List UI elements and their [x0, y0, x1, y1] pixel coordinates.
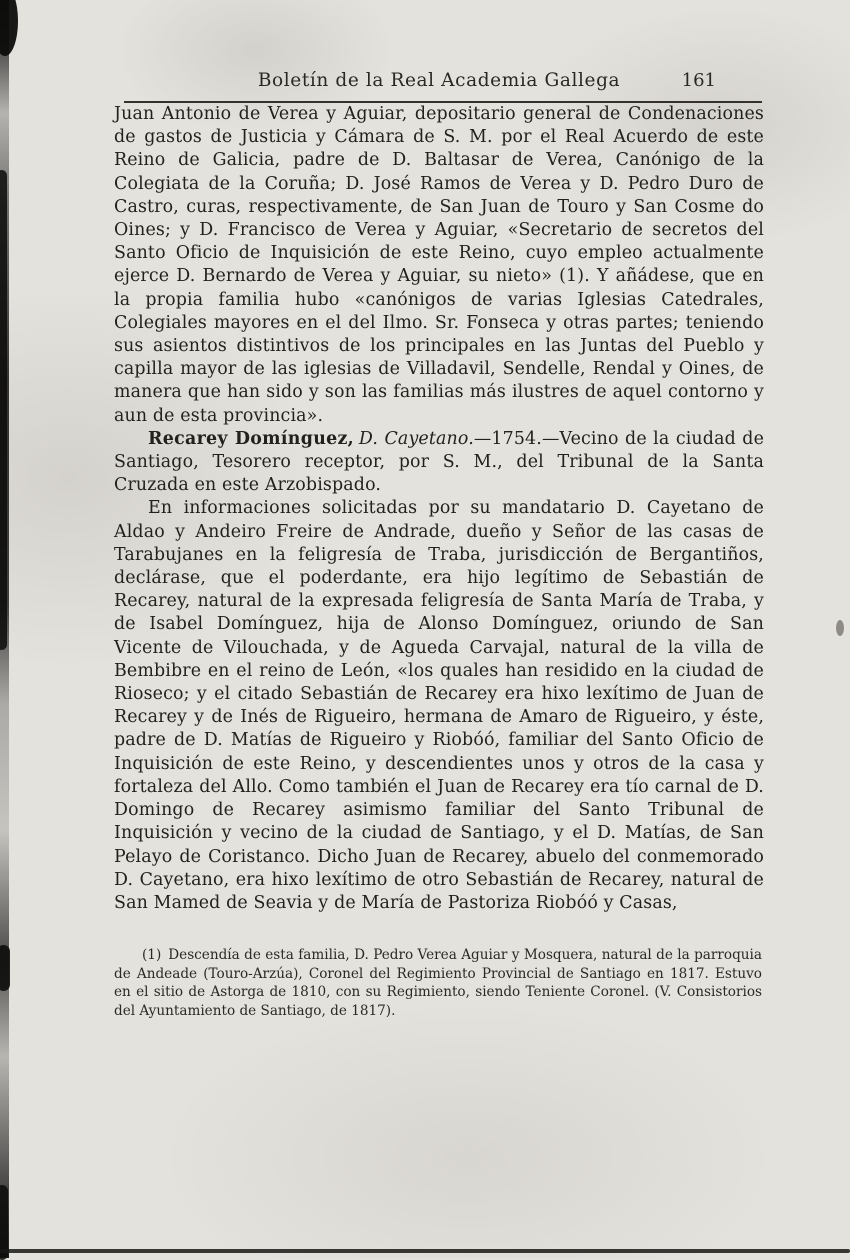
scan-artifact — [0, 945, 10, 991]
page-number: 161 — [681, 70, 716, 91]
page-content — [114, 70, 764, 1020]
footnote — [114, 946, 764, 1020]
entry-surname: Recarey Domínguez, — [148, 428, 355, 449]
footnote-text: Descendía de esta familia, D. Pedro Verea Aguiar y Mosquera, natural de la parroquia de Andeade (Touro-Arzúa), Coronel del Regimiento Provincial de Santiago en 1817. Estuvo en el sitio de Astorga de 1810, con su Regimiento, siendo Teniente Coronel. (V. Consistorios del Ayuntamiento de Santiago, de 1817). — [114, 947, 762, 1019]
entry-given-name: D. Cayetano. — [358, 428, 474, 449]
journal-title: Boletín de la Real Academia Gallega — [257, 70, 621, 91]
scan-artifact — [836, 620, 844, 636]
scan-artifact — [0, 170, 7, 650]
paragraph-verea-aguiar: Juan Antonio de Verea y Aguiar, depositario general de Condenaciones de gastos de Justicia y Cámara de S. M. por el Real Acuerdo de este Reino de Galicia, padre de D. Baltasar de Verea, Canónigo de la Colegiata de la Coruña; D. José Ramos de Verea y D. Pedro Duro de Castro, curas, respectivamente, de San Juan de Touro y San Cosme do Oines; y D. Francisco de Verea y Aguiar, «Secretario de secretos del Santo Oficio de Inquisición de este Reino, cuyo empleo actualmente ejerce D. Bernardo de Verea y Aguiar, su nieto» (1). Y añádese, que en la propia familia hubo «canónigos de varias Iglesias Catedrales, Colegiales mayores en el del Ilmo. Sr. Fonseca y otras partes; teniendo sus asientos distintivos de los principales en las Juntas del Pueblo y capilla mayor de las iglesias de Villadavil, Sendelle, Rendal y Oines, de manera que han sido y son las familias más ilustres de aquel contorno y aun de esta provincia». — [114, 104, 764, 426]
paragraph-informaciones: En informaciones solicitadas por su mandatario D. Cayetano de Aldao y Andeiro Freire de Andrade, dueño y Señor de las casas de Tarabujanes en la feligresía de Traba, jurisdicción de Bergantiños, declárase, que el poderdante, era hijo legítimo de Sebastián de Recarey, natural de la expresada feligresía de Santa María de Traba, y de Isabel Domínguez, hija de Alonso Domínguez, oriundo de San Vicente de Vilouchada, y de Agueda Carvajal, natural de la villa de Bembibre en el reino de León, «los quales han residido en la ciudad de Rioseco; y el citado Sebastián de Recarey era hixo lexítimo de Juan de Recarey y de Inés de Rigueiro, hermana de Amaro de Rigueiro, y éste, padre de D. Matías de Rigueiro y Riobóó, familiar del Santo Oficio de Inquisición de este Reino, y descendientes unos y otros de la casa y fortaleza del Allo. Como también el Juan de Recarey era tío carnal de D. Domingo de Recarey asimismo familiar del Santo Tribunal de Inquisición y vecino de la ciudad de Santiago, y el D. Matías, de San Pelayo de Coristanco. Dicho Juan de Recarey, abuelo del conmemorado D. Cayetano, era hixo lexítimo de otro Sebastián de Recarey, natural de San Mamed de Seavia y de María de Pastoriza Riobóó y Casas, — [114, 498, 764, 913]
page-header — [114, 70, 764, 96]
page-bottom-rule — [0, 1249, 850, 1253]
scan-artifact — [0, 0, 18, 56]
entry-description: —1754.—Vecino de la ciudad de Santiago, Tesorero receptor, por S. M., del Tribunal de la Santa Cruzada en este Arzobispado. — [114, 428, 765, 496]
footnote-marker: (1) — [142, 947, 162, 964]
entry-recarey-dominguez — [114, 428, 764, 498]
